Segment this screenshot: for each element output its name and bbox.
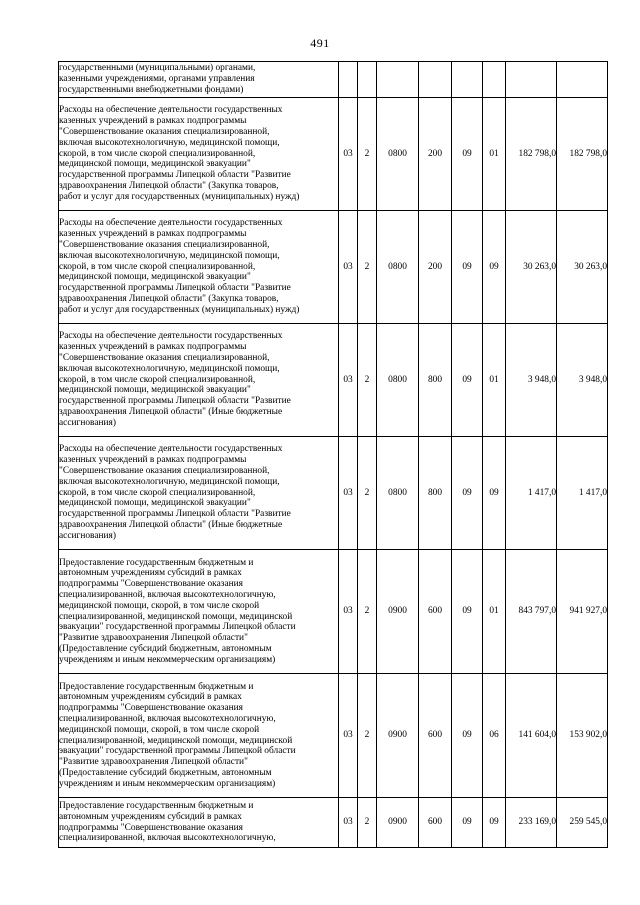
code-expense-type: 800	[419, 324, 452, 437]
amount-second: 259 545,0	[557, 798, 608, 848]
table-row	[59, 62, 608, 98]
code-subdivision: 06	[483, 674, 506, 798]
code-subsection: 2	[358, 437, 377, 550]
code-target-item: 0900	[377, 798, 419, 848]
amount-second	[557, 62, 608, 98]
code-section: 03	[339, 674, 358, 798]
code-subsection: 2	[358, 324, 377, 437]
table-body	[59, 62, 608, 848]
code-subdivision: 01	[483, 324, 506, 437]
code-subdivision	[483, 62, 506, 98]
amount-first: 233 169,0	[506, 798, 557, 848]
amount-second: 941 927,0	[557, 550, 608, 674]
code-subdivision: 09	[483, 798, 506, 848]
code-expense-type: 600	[419, 550, 452, 674]
code-division: 09	[452, 674, 483, 798]
code-target-item: 0800	[377, 211, 419, 324]
amount-first: 843 797,0	[506, 550, 557, 674]
table-row	[59, 98, 608, 211]
code-subsection: 2	[358, 798, 377, 848]
code-division	[452, 62, 483, 98]
budget-table	[58, 61, 608, 848]
code-division: 09	[452, 98, 483, 211]
amount-first	[506, 62, 557, 98]
amount-first: 30 263,0	[506, 211, 557, 324]
amount-first: 3 948,0	[506, 324, 557, 437]
code-target-item: 0800	[377, 437, 419, 550]
code-expense-type	[419, 62, 452, 98]
row-description: государственными (муниципальными) органами, казенными учреждениями, органами управления государственными внебюджетными фондами)	[59, 62, 339, 98]
amount-first: 141 604,0	[506, 674, 557, 798]
amount-second: 3 948,0	[557, 324, 608, 437]
row-description: Расходы на обеспечение деятельности государственных казенных учреждений в рамках подпрограммы "Совершенствование оказания специализированной, включая высокотехнологичную, медицинской помощи, скорой, в том числе скорой специализированной, медицинской помощи, медицинской эвакуации" государственной программы Липецкой области "Развитие здравоохранения Липецкой области" (Иные бюджетные ассигнования)	[59, 324, 339, 437]
row-description: Предоставление государственным бюджетным и автономным учреждениям субсидий в рамках подпрограммы "Совершенствование оказания специализированной, включая высокотехнологичную, медицинской помощи, скорой, в том числе скорой специализированной, медицинской помощи, медицинской эвакуации" государственной программы Липецкой области "Развитие здравоохранения Липецкой области" (Предоставление субсидий бюджетным, автономным учреждениям и иным некоммерческим организациям)	[59, 550, 339, 674]
table-row	[59, 324, 608, 437]
table-row	[59, 550, 608, 674]
table-row	[59, 211, 608, 324]
code-expense-type: 800	[419, 437, 452, 550]
code-division: 09	[452, 437, 483, 550]
code-target-item: 0800	[377, 324, 419, 437]
code-section: 03	[339, 324, 358, 437]
code-section: 03	[339, 211, 358, 324]
code-section	[339, 62, 358, 98]
amount-first: 182 798,0	[506, 98, 557, 211]
code-subsection	[358, 62, 377, 98]
code-division: 09	[452, 550, 483, 674]
table-row	[59, 437, 608, 550]
code-section: 03	[339, 550, 358, 674]
code-subdivision: 01	[483, 550, 506, 674]
code-subdivision: 09	[483, 211, 506, 324]
row-description: Предоставление государственным бюджетным и автономным учреждениям субсидий в рамках подпрограммы "Совершенствование оказания специализированной, включая высокотехнологичную, медицинской помощи, скорой, в том числе скорой специализированной, медицинской помощи, медицинской эвакуации" государственной программы Липецкой области "Развитие здравоохранения Липецкой области" (Предоставление субсидий бюджетным, автономным учреждениям и иным некоммерческим организациям)	[59, 674, 339, 798]
page-number: 491	[310, 36, 330, 50]
code-subsection: 2	[358, 98, 377, 211]
code-subsection: 2	[358, 674, 377, 798]
code-expense-type: 600	[419, 674, 452, 798]
amount-second: 1 417,0	[557, 437, 608, 550]
code-expense-type: 600	[419, 798, 452, 848]
table-row	[59, 798, 608, 848]
code-division: 09	[452, 324, 483, 437]
code-section: 03	[339, 437, 358, 550]
row-description: Предоставление государственным бюджетным и автономным учреждениям субсидий в рамках подпрограммы "Совершенствование оказания специализированной, включая высокотехнологичную,	[59, 798, 339, 848]
code-target-item: 0900	[377, 674, 419, 798]
amount-second: 182 798,0	[557, 98, 608, 211]
amount-second: 153 902,0	[557, 674, 608, 798]
code-section: 03	[339, 798, 358, 848]
code-subdivision: 09	[483, 437, 506, 550]
row-description: Расходы на обеспечение деятельности государственных казенных учреждений в рамках подпрограммы "Совершенствование оказания специализированной, включая высокотехнологичную, медицинской помощи, скорой, в том числе скорой специализированной, медицинской помощи, медицинской эвакуации" государственной программы Липецкой области "Развитие здравоохранения Липецкой области" (Иные бюджетные ассигнования)	[59, 437, 339, 550]
code-expense-type: 200	[419, 98, 452, 211]
code-expense-type: 200	[419, 211, 452, 324]
code-division: 09	[452, 211, 483, 324]
amount-first: 1 417,0	[506, 437, 557, 550]
table-row	[59, 674, 608, 798]
code-subsection: 2	[358, 211, 377, 324]
amount-second: 30 263,0	[557, 211, 608, 324]
code-target-item: 0800	[377, 98, 419, 211]
code-division: 09	[452, 798, 483, 848]
code-target-item	[377, 62, 419, 98]
row-description: Расходы на обеспечение деятельности государственных казенных учреждений в рамках подпрограммы "Совершенствование оказания специализированной, включая высокотехнологичную, медицинской помощи, скорой, в том числе скорой специализированной, медицинской помощи, медицинской эвакуации" государственной программы Липецкой области "Развитие здравоохранения Липецкой области" (Закупка товаров, работ и услуг для государственных (муниципальных) нужд)	[59, 211, 339, 324]
row-description: Расходы на обеспечение деятельности государственных казенных учреждений в рамках подпрограммы "Совершенствование оказания специализированной, включая высокотехнологичную, медицинской помощи, скорой, в том числе скорой специализированной, медицинской помощи, медицинской эвакуации" государственной программы Липецкой области "Развитие здравоохранения Липецкой области" (Закупка товаров, работ и услуг для государственных (муниципальных) нужд)	[59, 98, 339, 211]
code-subsection: 2	[358, 550, 377, 674]
code-section: 03	[339, 98, 358, 211]
code-target-item: 0900	[377, 550, 419, 674]
code-subdivision: 01	[483, 98, 506, 211]
